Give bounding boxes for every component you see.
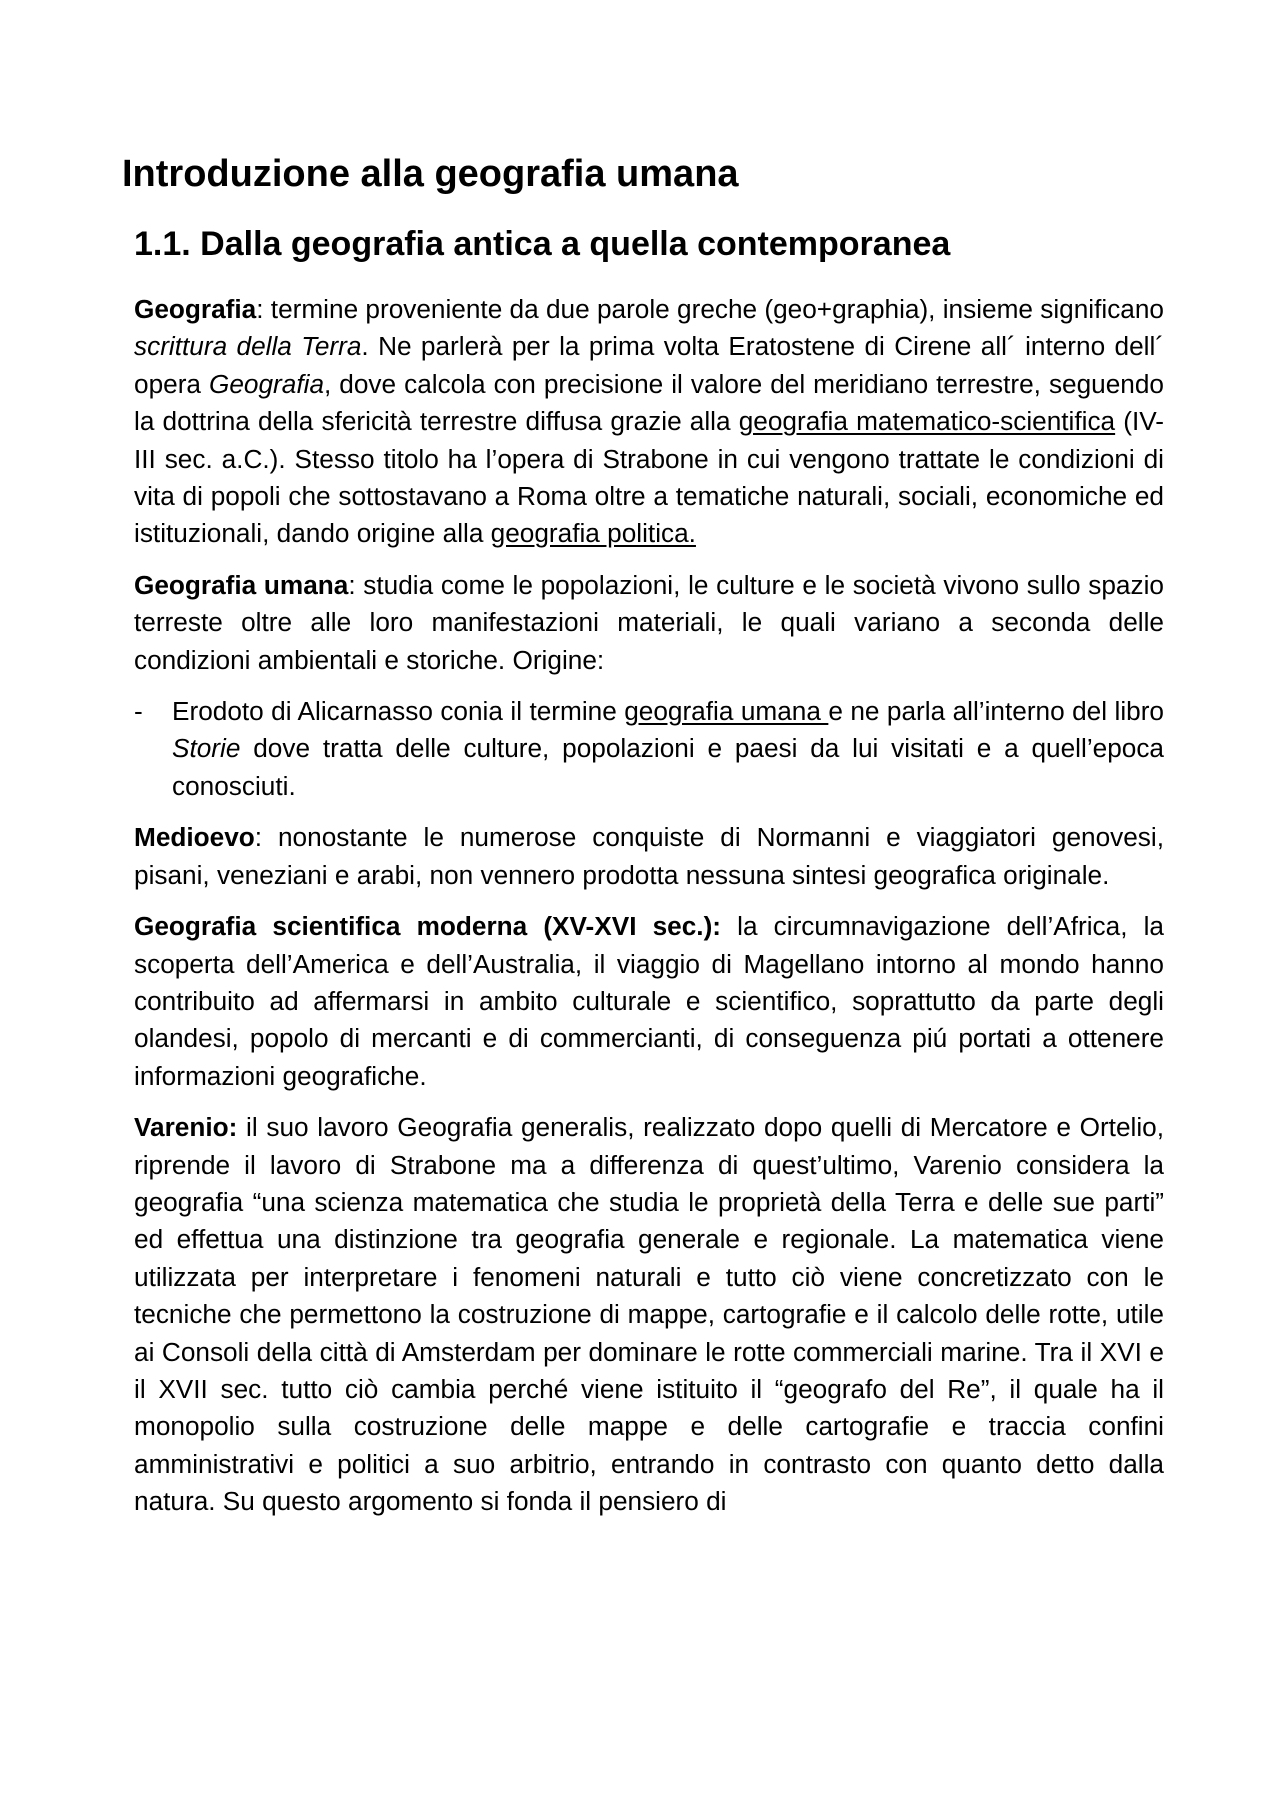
italic-text: Geografia [209,368,325,399]
list-item-text: Erodoto di Alicarnasso conia il termine [172,696,625,727]
italic-text: Storie [172,733,241,764]
list-item-text: dove tratta delle culture, popolazioni e paesi da lui visitati e a quell’epoca conosciuti. [172,733,1164,801]
paragraph-text: : nonostante le numerose conquiste di Normanni e viaggiatori genovesi, pisani, veneziani e arabi, non vennero prodotta nessuna sintesi geografica originale. [134,822,1164,890]
section-heading: 1.1. Dalla geografia antica a quella contemporanea [134,225,951,263]
underlined-text: geografia politica. [490,518,696,549]
paragraph-geografia-scientifica-moderna [134,908,1164,1095]
paragraph-text: il suo lavoro Geografia generalis, realizzato dopo quelli di Mercatore e Ortelio, riprende il lavoro di Strabone ma a differenza di quest’ultimo, Varenio considera la geografia “una scienza matematica che studia le proprietà della Terra e delle sue parti” ed effettua una distinzione tra geografia generale e regionale. La matematica viene utilizzata per interpretare i fenomeni naturali e tutto ciò viene concretizzato con le tecniche che permettono la costruzione di mappe, cartografie e il calcolo delle rotte, utile ai Consoli della città di Amsterdam per dominare le rotte commerciali marine. Tra il XVI e il XVII sec. tutto ciò cambia perché viene istituito il “geografo del Re”, il quale ha il monopolio sulla costruzione delle mappe e delle cartografie e traccia confini amministrativi e politici a suo arbitrio, entrando in contrasto con quanto detto dalla natura. Su questo argomento si fonda il pensiero di [134,1112,1164,1517]
bullet-dash: - [134,696,143,727]
term-geografia-umana: Geografia umana [134,569,349,600]
term-geografia-scientifica-moderna: Geografia scientifica moderna (XV-XVI sec.): [134,911,722,942]
document-body [134,291,1164,1535]
paragraph-text: , dove calcola con precisione il valore del meridiano terrestre, seguendo la dottrina della sfericità terrestre diffusa grazie alla [134,368,1164,437]
term-medioevo: Medioevo [134,822,255,853]
paragraph-geografia [134,291,1164,553]
paragraph-text: : studia come le popolazioni, le culture e le società vivono sullo spazio terreste oltre alle loro manifestazioni materiali, le quali variano a seconda delle condizioni ambientali e storiche. Origine: [134,569,1164,675]
italic-text: scrittura della Terra [134,331,362,362]
paragraph-medioevo [134,819,1164,894]
paragraph-text: . Ne parlerà per la prima volta Eratostene di Cirene all´ interno dell´ opera [134,331,1165,399]
term-geografia: Geografia [134,294,257,324]
list-item-erodoto [134,693,1164,805]
paragraph-geografia-umana [134,567,1164,679]
document-title: Introduzione alla geografia umana [122,153,739,195]
paragraph-text: : termine proveniente da due parole greche (geo+graphia), insieme significano [256,294,1164,324]
list-item-text: e ne parla all’interno del libro [828,696,1164,727]
paragraph-text: (IV-III sec. a.C.). Stesso titolo ha l’opera di Strabone in cui vengono trattate le condizioni di vita di popoli che sottostavano a Roma oltre a tematiche naturali, sociali, economiche ed istituzionali, dando origine alla [134,406,1165,549]
underlined-text: geografia umana [624,696,829,727]
paragraph-text: la circumnavigazione dell’Africa, la scoperta dell’America e dell’Australia, il viaggio di Magellano intorno al mondo hanno contribuito ad affermarsi in ambito culturale e scientifico, soprattutto da parte degli olandesi, popolo di mercanti e di commercianti, di conseguenza piú portati a ottenere informazioni geografiche. [134,911,1164,1091]
term-varenio: Varenio: [134,1112,238,1143]
underlined-text: geografia matematico-scientifica [738,406,1116,437]
paragraph-varenio [134,1109,1164,1520]
